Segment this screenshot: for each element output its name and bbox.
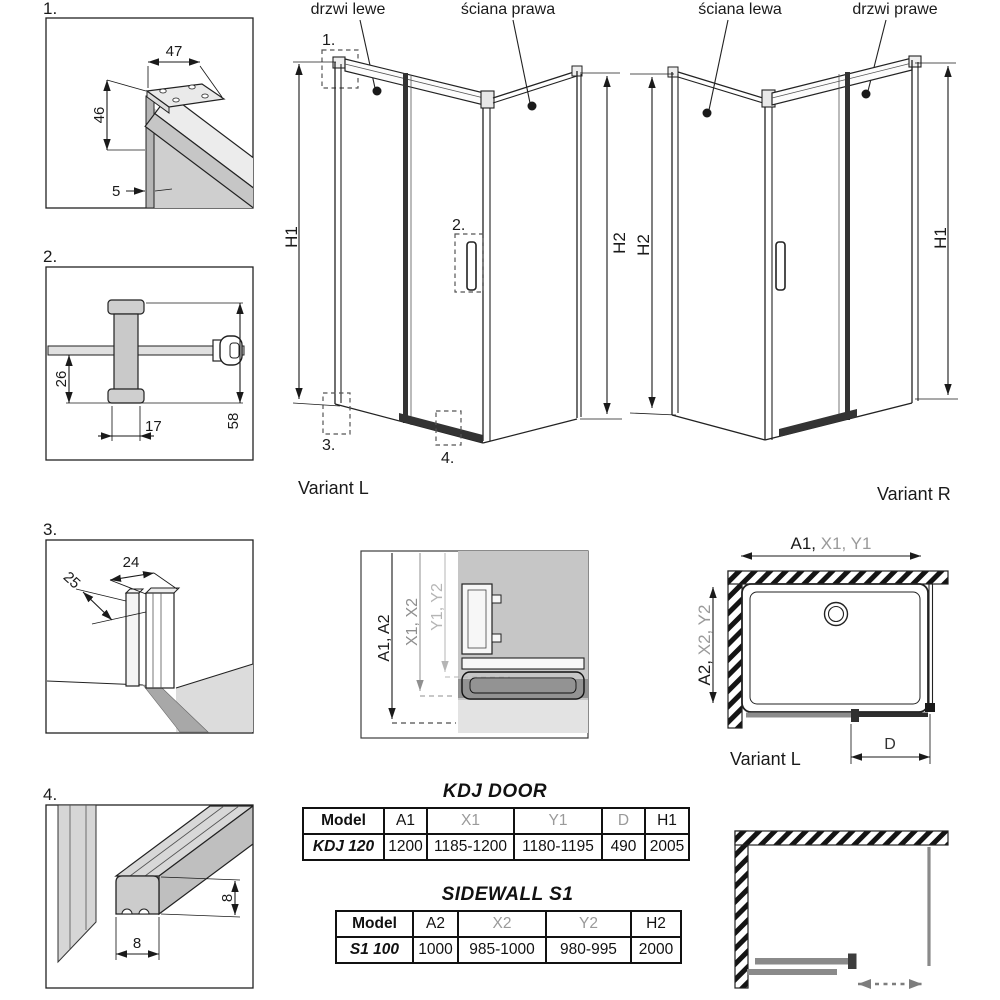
door-top-rail bbox=[772, 58, 912, 105]
variant-l-elevation bbox=[282, 1, 629, 498]
cell-model: S1 100 bbox=[336, 937, 413, 963]
marker-2-label: 2. bbox=[452, 217, 466, 234]
door-table-block bbox=[302, 781, 688, 861]
profile-hook bbox=[492, 634, 501, 642]
dim-8-height: 8 bbox=[219, 893, 236, 903]
dim-h1: H1 bbox=[282, 226, 301, 248]
header-a2: A2 bbox=[413, 911, 458, 937]
plan-top-dimension bbox=[791, 534, 872, 553]
glass-edge bbox=[146, 96, 154, 208]
leader-dot-wall bbox=[528, 102, 537, 111]
detail-3-wall-profile bbox=[43, 520, 253, 733]
sidewall-table-header-row bbox=[336, 911, 681, 937]
leader-dot-door bbox=[373, 87, 382, 96]
cell-model: KDJ 120 bbox=[303, 834, 384, 860]
dim-h2: H2 bbox=[634, 234, 653, 256]
bottom-threshold bbox=[399, 413, 483, 443]
variant-r-dim-h2 bbox=[630, 74, 676, 415]
variant-r-dim-h1 bbox=[915, 63, 958, 399]
cell-x1: 1185-1200 bbox=[427, 834, 514, 860]
header-h1: H1 bbox=[645, 808, 689, 834]
dim-y1-y2: Y1, Y2 bbox=[429, 583, 446, 631]
wall-dark-band bbox=[458, 679, 588, 698]
header-x2: X2 bbox=[458, 911, 546, 937]
variant-l-wall-label: ściana prawa bbox=[460, 1, 556, 18]
dim-a1-a2: A1, A2 bbox=[376, 614, 393, 662]
glass-panel bbox=[58, 805, 96, 962]
header-a1: A1 bbox=[384, 808, 427, 834]
detail-2-number: 2. bbox=[43, 247, 58, 266]
door-table-title: KDJ DOOR bbox=[442, 781, 548, 802]
dim-17: 17 bbox=[145, 418, 162, 435]
schematic-sliding-panel bbox=[755, 958, 852, 965]
screw-hole bbox=[160, 89, 166, 93]
plan-top-dim-x1y1: X1, Y1 bbox=[816, 534, 872, 553]
dim-26: 26 bbox=[53, 370, 70, 388]
cell-x2: 985-1000 bbox=[458, 937, 546, 963]
schematic-left-wall bbox=[735, 831, 748, 988]
screw-hole bbox=[189, 85, 195, 89]
detail-4-number: 4. bbox=[43, 785, 58, 804]
variant-l-dim-h1 bbox=[282, 62, 340, 406]
dim-25: 25 bbox=[59, 568, 84, 593]
dim-5: 5 bbox=[112, 183, 121, 200]
header-h2: H2 bbox=[631, 911, 681, 937]
door-top-cap bbox=[909, 56, 921, 67]
fixed-panel bbox=[858, 713, 928, 718]
threshold-front-face bbox=[116, 876, 159, 914]
wall-lower-strip bbox=[458, 700, 588, 733]
marker-1-label: 1. bbox=[322, 32, 336, 49]
wall-profile-section bbox=[462, 584, 492, 654]
dim-h2: H2 bbox=[610, 232, 629, 254]
wall-section-detail bbox=[361, 551, 588, 738]
panel-edge bbox=[403, 73, 408, 423]
leader-dot-door bbox=[862, 90, 871, 99]
corner-schematic bbox=[735, 831, 948, 988]
detail-1-number: 1. bbox=[43, 0, 58, 18]
plan-side-dimension bbox=[695, 605, 714, 686]
schematic-top-wall bbox=[735, 831, 948, 845]
plan-top-dim-a1: A1, bbox=[790, 534, 817, 553]
dim-h1: H1 bbox=[931, 227, 950, 249]
schematic-fixed-panel bbox=[747, 969, 837, 975]
variant-l-dim-h2 bbox=[580, 73, 629, 419]
dim-24: 24 bbox=[122, 554, 140, 571]
marker-3-label: 3. bbox=[322, 437, 336, 454]
dim-46: 46 bbox=[91, 106, 108, 124]
sidewall-table bbox=[335, 910, 682, 964]
door-table-header-row bbox=[303, 808, 689, 834]
detail-4-drawing bbox=[58, 805, 253, 962]
cell-a2: 1000 bbox=[413, 937, 458, 963]
cell-h2: 2000 bbox=[631, 937, 681, 963]
door-table bbox=[302, 807, 690, 861]
detail-1-top-profile bbox=[43, 0, 289, 217]
door-handle bbox=[467, 242, 476, 290]
variant-l-sidewall bbox=[483, 66, 582, 443]
detail-1-drawing bbox=[145, 84, 289, 217]
dim-58: 58 bbox=[225, 412, 242, 430]
header-model: Model bbox=[336, 911, 413, 937]
bottom-threshold bbox=[779, 409, 857, 437]
variant-r-caption: Variant R bbox=[877, 484, 951, 504]
variant-l-caption: Variant L bbox=[298, 478, 369, 498]
dim-d: D bbox=[884, 736, 896, 753]
wall-profile-foot bbox=[925, 703, 935, 712]
door-top-rail bbox=[345, 59, 488, 106]
left-profile bbox=[126, 593, 139, 686]
variant-l-door bbox=[333, 57, 494, 443]
header-y2: Y2 bbox=[546, 911, 631, 937]
plan-dim-d bbox=[851, 714, 930, 764]
plan-side-dim-a2: A2, bbox=[695, 659, 714, 686]
right-profile bbox=[146, 593, 174, 688]
dim-8-width: 8 bbox=[132, 935, 142, 952]
handle-bottom-cap bbox=[108, 389, 144, 403]
detail-2-handle bbox=[43, 247, 253, 460]
variant-l-door-label: drzwi lewe bbox=[310, 1, 386, 18]
cell-y1: 1180-1195 bbox=[514, 834, 602, 860]
screw-hole bbox=[173, 98, 179, 102]
plan-handle bbox=[851, 709, 859, 722]
variant-r-sidewall bbox=[668, 67, 765, 440]
sidewall-table-block bbox=[335, 884, 680, 964]
plan-side-dim-x2y2: X2, Y2 bbox=[695, 604, 714, 660]
schematic-handle bbox=[848, 954, 857, 970]
wall-top-cap bbox=[668, 67, 678, 77]
detail-4-threshold-profile bbox=[43, 785, 253, 988]
header-x1: X1 bbox=[427, 808, 514, 834]
header-model: Model bbox=[303, 808, 384, 834]
variant-r-door-label: drzwi prawe bbox=[852, 1, 938, 18]
cell-d: 490 bbox=[602, 834, 645, 860]
profile-hook bbox=[492, 595, 501, 603]
plan-top-wall bbox=[728, 571, 948, 584]
handle-top-cap bbox=[108, 300, 144, 314]
sliding-panel bbox=[746, 713, 854, 718]
detail-3-number: 3. bbox=[43, 520, 58, 539]
right-profile-top bbox=[146, 588, 179, 593]
detail-2-dimensions bbox=[53, 303, 243, 441]
sidewall-table-title: SIDEWALL S1 bbox=[441, 884, 574, 905]
cell-a1: 1200 bbox=[384, 834, 427, 860]
detail-2-drawing bbox=[48, 300, 244, 403]
leader-dot-wall bbox=[703, 109, 712, 118]
plan-caption: Variant L bbox=[730, 749, 801, 769]
header-d: D bbox=[602, 808, 645, 834]
variant-r-wall-label: ściana lewa bbox=[698, 1, 782, 18]
plan-view-variant-l bbox=[695, 534, 948, 769]
variant-r-door bbox=[762, 56, 921, 440]
dim-x1-x2: X1, X2 bbox=[404, 597, 421, 647]
screw-hole bbox=[202, 94, 208, 98]
door-handle bbox=[776, 242, 785, 290]
marker-3-box bbox=[323, 393, 350, 434]
sidewall-table-data-row bbox=[336, 937, 681, 963]
header-y1: Y1 bbox=[514, 808, 602, 834]
door-table-data-row bbox=[303, 834, 689, 860]
bottom-profile-bar bbox=[462, 658, 584, 669]
corner-connector bbox=[481, 91, 494, 108]
end-cap-notch bbox=[230, 343, 239, 358]
marker-4-label: 4. bbox=[441, 450, 455, 467]
panel-edge bbox=[845, 72, 850, 420]
cell-y2: 980-995 bbox=[546, 937, 631, 963]
detail-3-drawing bbox=[47, 588, 253, 732]
variant-r-elevation bbox=[630, 1, 958, 504]
plan-left-wall bbox=[728, 571, 742, 728]
cell-h1: 2005 bbox=[645, 834, 689, 860]
dim-47: 47 bbox=[165, 43, 183, 60]
handle-shaft bbox=[114, 314, 138, 390]
